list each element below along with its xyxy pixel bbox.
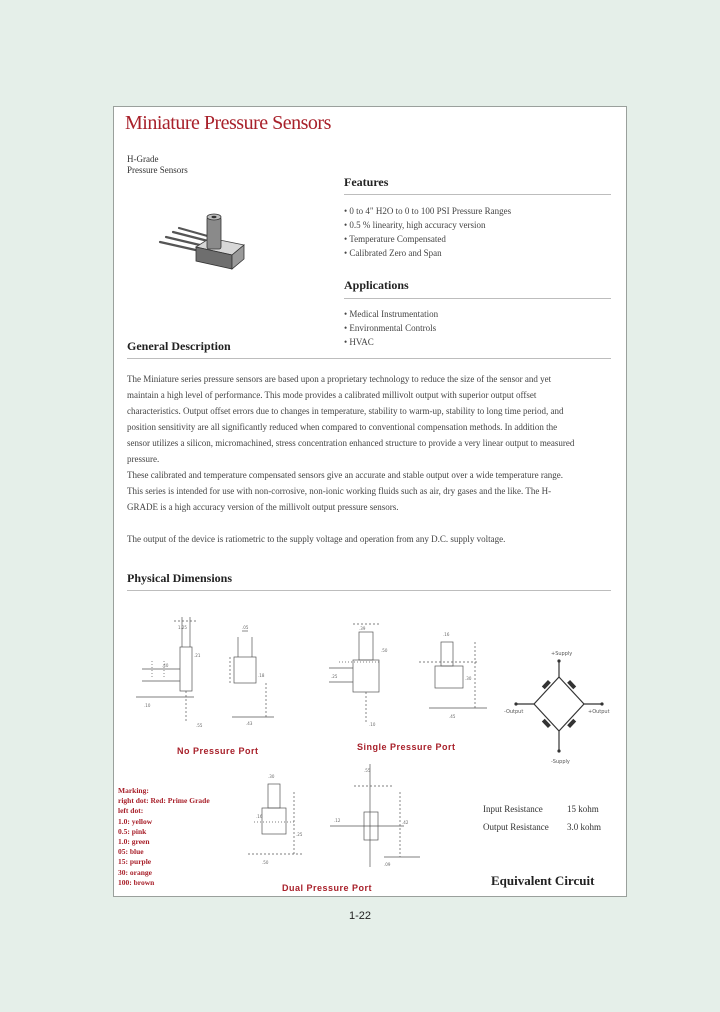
svg-text:.09: .09 (384, 862, 391, 867)
svg-text:.25: .25 (331, 674, 338, 679)
svg-text:.10: .10 (369, 722, 376, 727)
svg-text:.18: .18 (258, 673, 265, 678)
applications-list (344, 307, 438, 349)
features-divider (344, 194, 611, 195)
description-paragraph-2: These calibrated and temperature compensated sensors give an accurate and stable output over a wide temperature range. This series is intended for use with non-corrosive, non-ionic working fluids such as air, dry gases and the like. The H-GRADE is a high accuracy version of the millivolt output pressure sensors. (127, 470, 564, 512)
svg-text:.43: .43 (246, 721, 253, 726)
subtitle-grade: H-Grade (127, 154, 159, 164)
circuit-label-top: +Supply (551, 651, 573, 657)
marking-line: left dot: (118, 806, 144, 816)
general-description-divider (127, 358, 611, 359)
equivalent-circuit-heading: Equivalent Circuit (491, 873, 595, 888)
application-item: • Environmental Controls (344, 323, 437, 333)
physical-dimensions-divider (127, 590, 611, 591)
svg-text:.25: .25 (296, 832, 303, 837)
marking-line: 0.5: pink (118, 826, 147, 836)
application-item: • HVAC (344, 337, 374, 347)
marking-line: 1.0: green (118, 837, 150, 847)
input-resistance-value: 15 kohm (567, 804, 599, 814)
feature-item: • Calibrated Zero and Span (344, 248, 442, 258)
svg-text:.55: .55 (196, 723, 203, 728)
marking-line: 15: purple (118, 857, 152, 867)
sensor-product-image (156, 211, 250, 281)
dual-port-caption: Dual Pressure Port (282, 883, 373, 893)
circuit-label-left: -Output (504, 709, 524, 715)
features-heading: Features (344, 175, 389, 189)
physical-dimensions-heading: Physical Dimensions (127, 571, 233, 585)
feature-item: • 0.5 % linearity, high accuracy version (344, 220, 486, 230)
no-port-caption: No Pressure Port (177, 746, 259, 756)
svg-text:.21: .21 (194, 653, 201, 658)
feature-item: • 0 to 4" H2O to 0 to 100 PSI Pressure Ranges (344, 206, 512, 216)
marking-line: 1.0: yellow (118, 816, 153, 826)
marking-line: Marking: (118, 786, 149, 795)
application-item: • Medical Instrumentation (344, 309, 439, 319)
description-paragraph-3: The output of the device is ratiometric to the supply voltage and operation from any D.C. supply voltage. (127, 534, 506, 544)
page-number: 1-22 (348, 910, 372, 922)
svg-text:.30: .30 (268, 774, 275, 779)
svg-text:.42: .42 (402, 820, 409, 825)
applications-divider (344, 298, 611, 299)
marking-line: right dot: Red: Prime Grade (118, 796, 210, 806)
single-port-caption: Single Pressure Port (357, 742, 456, 752)
equivalent-circuit-diagram (504, 647, 614, 772)
svg-text:.05: .05 (242, 625, 249, 630)
dual-port-dimension-drawing (234, 762, 424, 877)
subtitle-product: Pressure Sensors (127, 165, 188, 175)
svg-text:.12: .12 (334, 818, 341, 823)
svg-text:.16: .16 (443, 632, 450, 637)
output-resistance-label: Output Resistance (483, 822, 549, 832)
general-description-heading: General Description (127, 339, 231, 353)
marking-legend (118, 786, 210, 888)
single-port-dimension-drawing (319, 622, 494, 732)
datasheet-page (113, 106, 627, 897)
marking-line: 30: orange (118, 867, 152, 877)
page-title: Miniature Pressure Sensors (125, 112, 331, 134)
feature-item: • Temperature Compensated (344, 234, 446, 244)
svg-text:.40: .40 (162, 663, 169, 668)
description-paragraph-1: The Miniature series pressure sensors are based upon a proprietary technology to reduce the size of the sensor and yet maintain a high level of performance. This mode provides a calibrated millivolt output with superior output offset characteristics. Output offset errors due to changes in temperature, stability to warm-up, stability to long time period, and position sensitivity are all significantly reduced when compared to conventional compensation methods. In addition the sensor utilizes a silicon, micromachined, stress concentration enhanced structure to provide a very linear output to measured pressure. (127, 374, 575, 464)
svg-text:.16: .16 (256, 814, 263, 819)
marking-line: 05: blue (118, 847, 144, 857)
circuit-label-bottom: -Supply (551, 759, 570, 765)
svg-text:.39: .39 (359, 626, 366, 631)
no-port-dimension-drawing (134, 617, 284, 732)
features-list (344, 204, 511, 260)
svg-text:.45: .45 (449, 714, 456, 719)
marking-line: 100: brown (118, 877, 155, 887)
svg-text:.10: .10 (144, 703, 151, 708)
svg-text:.55: .55 (364, 768, 371, 773)
svg-text:1.25: 1.25 (178, 625, 187, 630)
svg-text:.30: .30 (465, 676, 472, 681)
svg-text:.50: .50 (381, 648, 388, 653)
applications-heading: Applications (344, 278, 409, 292)
input-resistance-label: Input Resistance (483, 804, 543, 814)
output-resistance-value: 3.0 kohm (567, 822, 602, 832)
svg-text:.50: .50 (262, 860, 269, 865)
circuit-label-right: +Output (588, 709, 610, 715)
